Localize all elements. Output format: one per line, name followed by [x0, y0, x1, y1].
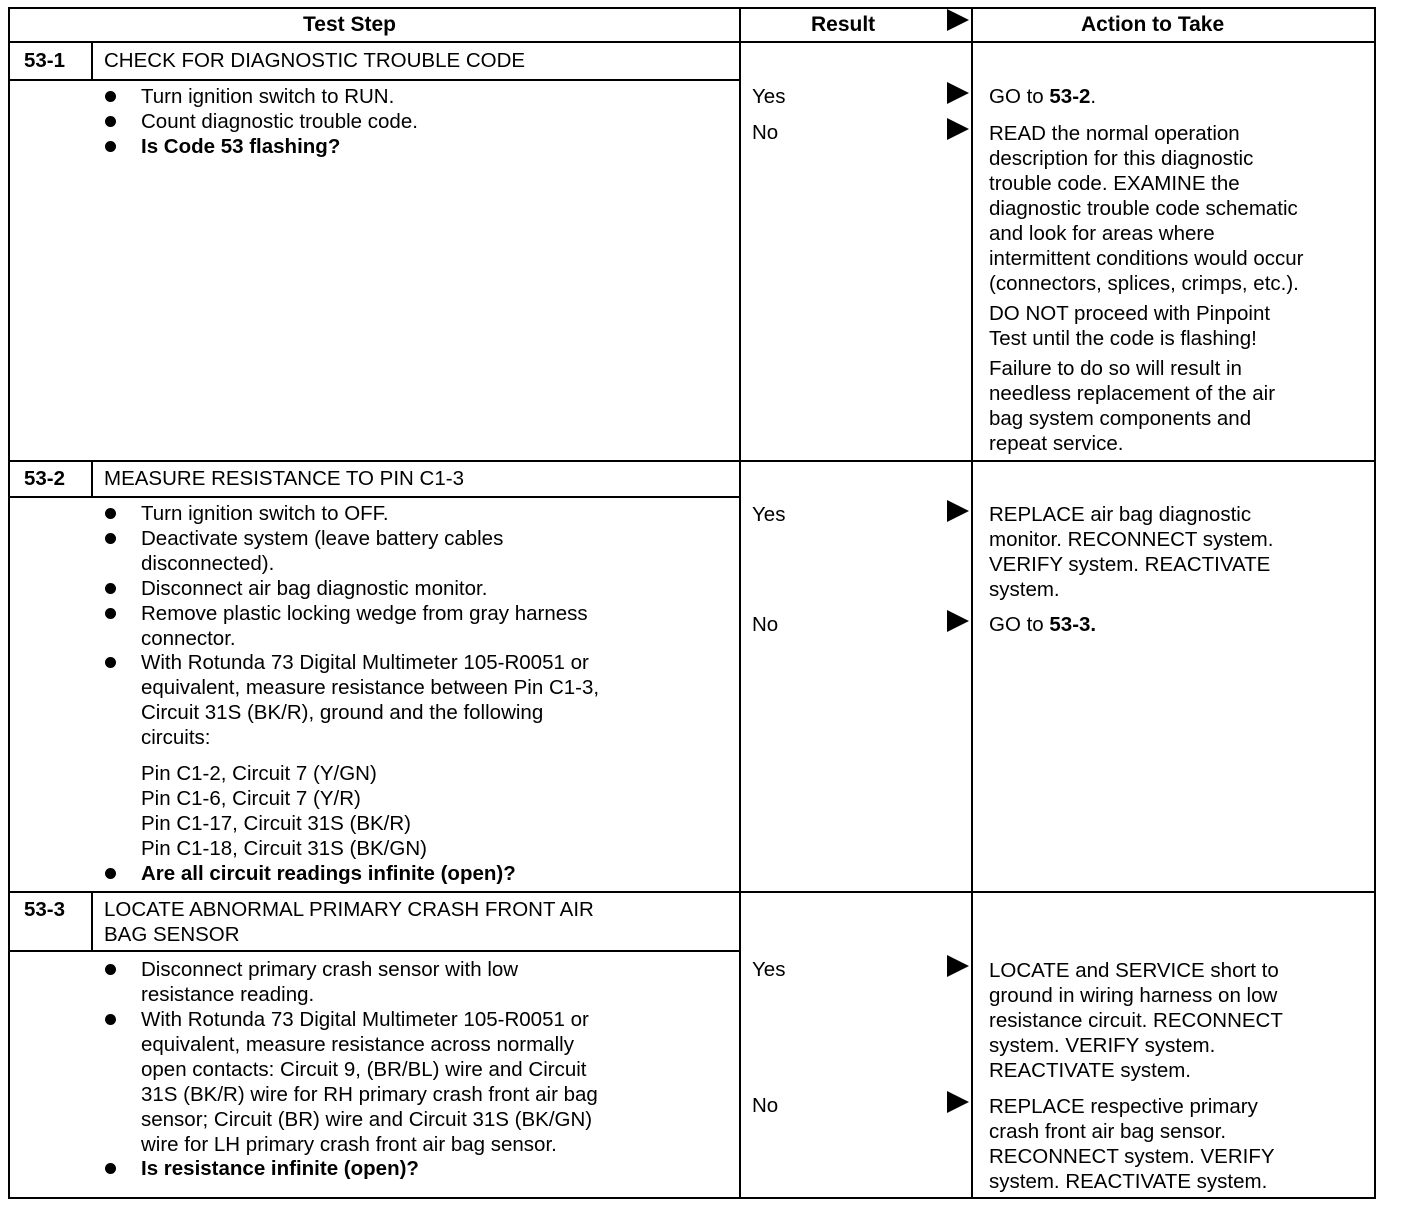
- action-line: DO NOT proceed with Pinpoint: [989, 302, 1271, 325]
- action-line: system.: [989, 578, 1060, 601]
- action-line: READ the normal operation: [989, 122, 1240, 145]
- bullet-icon: [105, 868, 116, 879]
- step-instruction: [141, 1007, 598, 1157]
- action-line: bag system components and: [989, 407, 1252, 430]
- step-instruction: Count diagnostic trouble code.: [141, 110, 418, 133]
- result-label: Yes: [752, 958, 786, 981]
- instruction-line: With Rotunda 73 Digital Multimeter 105-R0051 or: [141, 1008, 589, 1031]
- instruction-line: resistance reading.: [141, 983, 315, 1006]
- pin-item: Pin C1-2, Circuit 7 (Y/GN): [141, 762, 377, 785]
- bullet-icon: [105, 116, 116, 127]
- action-suffix: .: [1090, 613, 1097, 636]
- step-num-divider: [91, 43, 93, 79]
- instruction-line: 31S (BK/R) wire for RH primary crash front air bag: [141, 1083, 598, 1106]
- header-bottom-rule: [8, 41, 1376, 43]
- table-right-border: [1374, 7, 1376, 1199]
- table-top-border: [8, 7, 1376, 9]
- step-instruction: Turn ignition switch to OFF.: [141, 502, 389, 525]
- step-instruction: [141, 957, 518, 1007]
- action-text: [989, 502, 1273, 602]
- action-text: [989, 958, 1283, 1083]
- action-line: Test until the code is flashing!: [989, 327, 1257, 350]
- bullet-icon: [105, 533, 116, 544]
- result-label: No: [752, 613, 779, 636]
- step-title-bottom-rule: [8, 79, 741, 81]
- instruction-line: Deactivate system (leave battery cables: [141, 527, 504, 550]
- action-line: (connectors, splices, crimps, etc.).: [989, 272, 1299, 295]
- table-bottom-border: [8, 1197, 1376, 1199]
- result-arrow-icon: [947, 500, 969, 522]
- step-instruction: [141, 650, 599, 750]
- instruction-line: wire for LH primary crash front air bag sensor.: [141, 1133, 557, 1156]
- step-number: 53-3: [24, 898, 66, 921]
- result-arrow-icon: [947, 1091, 969, 1113]
- instruction-line: Disconnect primary crash sensor with low: [141, 958, 519, 981]
- instruction-line: circuits:: [141, 726, 211, 749]
- result-label: Yes: [752, 85, 786, 108]
- action-line: and look for areas where: [989, 222, 1215, 245]
- step-title: CHECK FOR DIAGNOSTIC TROUBLE CODE: [104, 49, 526, 72]
- action-text: [989, 121, 1304, 296]
- step-question: Is resistance infinite (open)?: [141, 1157, 419, 1180]
- action-line: Failure to do so will result in: [989, 357, 1242, 380]
- bullet-icon: [105, 964, 116, 975]
- bullet-icon: [105, 583, 116, 594]
- header-arrow-icon: [947, 9, 969, 31]
- result-label: No: [752, 1094, 779, 1117]
- action-line: description for this diagnostic: [989, 147, 1254, 170]
- action-line: diagnostic trouble code schematic: [989, 197, 1298, 220]
- result-label: Yes: [752, 503, 786, 526]
- step-number: 53-2: [24, 467, 66, 490]
- instruction-line: equivalent, measure resistance across normally: [141, 1033, 574, 1056]
- bullet-icon: [105, 91, 116, 102]
- bullet-icon: [105, 608, 116, 619]
- instruction-line: With Rotunda 73 Digital Multimeter 105-R0051 or: [141, 651, 589, 674]
- action-line: crash front air bag sensor.: [989, 1120, 1227, 1143]
- instruction-line: connector.: [141, 627, 236, 650]
- action-note: [989, 356, 1275, 456]
- instruction-line: disconnected).: [141, 552, 275, 575]
- action-text: [989, 612, 1096, 637]
- action-line: intermittent conditions would occur: [989, 247, 1304, 270]
- action-warning: [989, 301, 1270, 351]
- action-line: needless replacement of the air: [989, 382, 1276, 405]
- step-title-line: LOCATE ABNORMAL PRIMARY CRASH FRONT AIR: [104, 898, 594, 921]
- table-left-border: [8, 7, 10, 1199]
- action-line: monitor. RECONNECT system.: [989, 528, 1274, 551]
- step-num-divider: [91, 462, 93, 496]
- step-title: [104, 897, 594, 947]
- action-prefix: GO to: [989, 613, 1050, 636]
- step-number: 53-1: [24, 49, 66, 72]
- result-arrow-icon: [947, 118, 969, 140]
- step-instruction: Disconnect air bag diagnostic monitor.: [141, 577, 488, 600]
- bullet-icon: [105, 657, 116, 668]
- pin-list: [141, 761, 427, 861]
- action-line: repeat service.: [989, 432, 1124, 455]
- step-instruction: [141, 601, 588, 651]
- action-line: resistance circuit. RECONNECT: [989, 1009, 1283, 1032]
- step-num-divider: [91, 893, 93, 950]
- action-prefix: GO to: [989, 85, 1050, 108]
- row-divider: [8, 460, 1376, 462]
- header-result: Result: [811, 13, 876, 36]
- step-title-bottom-rule: [8, 950, 741, 952]
- bullet-icon: [105, 1163, 116, 1174]
- bullet-icon: [105, 141, 116, 152]
- action-line: system. VERIFY system.: [989, 1034, 1216, 1057]
- step-instruction: Turn ignition switch to RUN.: [141, 85, 395, 108]
- result-arrow-icon: [947, 955, 969, 977]
- instruction-line: Circuit 31S (BK/R), ground and the following: [141, 701, 544, 724]
- action-line: ground in wiring harness on low: [989, 984, 1278, 1007]
- action-line: REACTIVATE system.: [989, 1059, 1191, 1082]
- action-text: [989, 1094, 1275, 1194]
- bullet-icon: [105, 508, 116, 519]
- action-line: trouble code. EXAMINE the: [989, 172, 1240, 195]
- step-question: Are all circuit readings infinite (open)?: [141, 862, 516, 885]
- step-question: Is Code 53 flashing?: [141, 135, 341, 158]
- action-line: RECONNECT system. VERIFY: [989, 1145, 1275, 1168]
- action-line: REPLACE respective primary: [989, 1095, 1258, 1118]
- step-title-bottom-rule: [8, 496, 741, 498]
- bullet-icon: [105, 1014, 116, 1025]
- action-step-ref: 53-3: [1049, 613, 1091, 636]
- header-test-step: Test Step: [303, 13, 396, 36]
- col-divider-action: [971, 7, 973, 1199]
- result-arrow-icon: [947, 610, 969, 632]
- instruction-line: open contacts: Circuit 9, (BR/BL) wire and Circuit: [141, 1058, 587, 1081]
- action-line: VERIFY system. REACTIVATE: [989, 553, 1271, 576]
- instruction-line: equivalent, measure resistance between Pin C1-3,: [141, 676, 600, 699]
- step-instruction: [141, 526, 503, 576]
- row-divider: [8, 891, 1376, 893]
- action-step-ref: 53-2: [1049, 85, 1091, 108]
- instruction-line: sensor; Circuit (BR) wire and Circuit 31S (BK/GN): [141, 1108, 593, 1131]
- pin-item: Pin C1-17, Circuit 31S (BK/R): [141, 812, 412, 835]
- result-arrow-icon: [947, 82, 969, 104]
- action-line: system. REACTIVATE system.: [989, 1170, 1268, 1193]
- result-label: No: [752, 121, 779, 144]
- header-action: Action to Take: [1081, 13, 1225, 36]
- action-suffix: .: [1090, 85, 1097, 108]
- action-line: LOCATE and SERVICE short to: [989, 959, 1279, 982]
- instruction-line: Remove plastic locking wedge from gray harness: [141, 602, 588, 625]
- action-text: [989, 84, 1096, 109]
- step-title-line: BAG SENSOR: [104, 923, 240, 946]
- pin-item: Pin C1-18, Circuit 31S (BK/GN): [141, 837, 427, 860]
- col-divider-result: [739, 7, 741, 1199]
- action-line: REPLACE air bag diagnostic: [989, 503, 1252, 526]
- pin-item: Pin C1-6, Circuit 7 (Y/R): [141, 787, 361, 810]
- step-title: MEASURE RESISTANCE TO PIN C1-3: [104, 467, 464, 490]
